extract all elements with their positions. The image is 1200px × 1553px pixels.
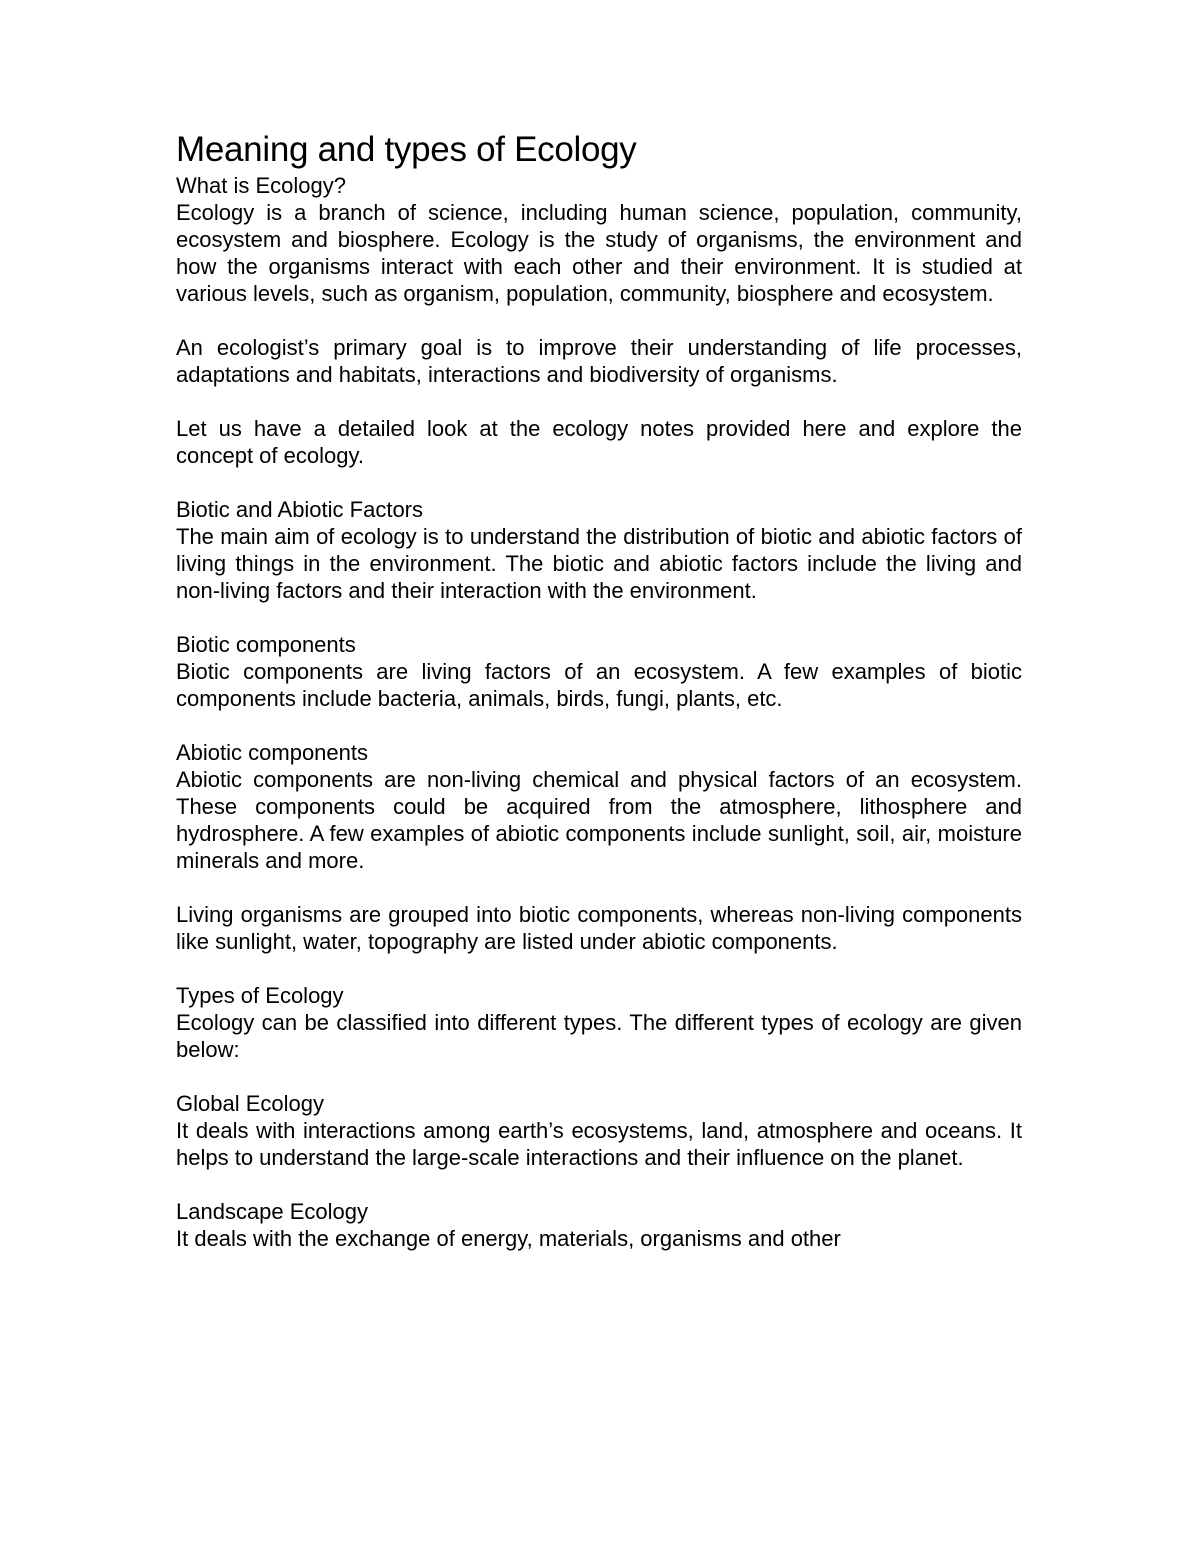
document-page — [176, 128, 1022, 1252]
section-biotic-components — [176, 631, 1022, 712]
paragraph: Living organisms are grouped into biotic components, whereas non-living components like sunlight, water, topography are listed under abiotic components. — [176, 902, 1022, 954]
section-what-is-ecology — [176, 172, 1022, 469]
section-landscape-ecology — [176, 1198, 1022, 1252]
section-global-ecology — [176, 1090, 1022, 1171]
section-biotic-abiotic-factors — [176, 496, 1022, 604]
paragraph: Biotic components are living factors of an ecosystem. A few examples of biotic components include bacteria, animals, birds, fungi, plants, etc. — [176, 659, 1022, 711]
section-heading: Types of Ecology — [176, 983, 344, 1008]
paragraph: Let us have a detailed look at the ecology notes provided here and explore the concept of ecology. — [176, 416, 1022, 468]
paragraph: An ecologist’s primary goal is to improve their understanding of life processes, adaptations and habitats, interactions and biodiversity of organisms. — [176, 335, 1022, 387]
section-abiotic-components — [176, 739, 1022, 955]
section-heading: Biotic components — [176, 632, 356, 657]
section-heading: What is Ecology? — [176, 173, 346, 198]
section-heading: Landscape Ecology — [176, 1199, 369, 1224]
paragraph: The main aim of ecology is to understand the distribution of biotic and abiotic factors of living things in the environment. The biotic and abiotic factors include the living and non-living factors and their interaction with the environment. — [176, 524, 1022, 603]
section-heading: Abiotic components — [176, 740, 368, 765]
section-heading: Global Ecology — [176, 1091, 324, 1116]
paragraph: Ecology is a branch of science, including human science, population, community, ecosystem and biosphere. Ecology is the study of organisms, the environment and how the organisms interact with each other and their environment. It is studied at various levels, such as organism, population, community, biosphere and ecosystem. — [176, 200, 1022, 306]
paragraph: Ecology can be classified into different types. The different types of ecology are given below: — [176, 1010, 1022, 1062]
paragraph: It deals with the exchange of energy, materials, organisms and other — [176, 1226, 841, 1251]
paragraph: It deals with interactions among earth’s ecosystems, land, atmosphere and oceans. It helps to understand the large-scale interactions and their influence on the planet. — [176, 1118, 1022, 1170]
paragraph: Abiotic components are non-living chemical and physical factors of an ecosystem. These components could be acquired from the atmosphere, lithosphere and hydrosphere. A few examples of abiotic components include sunlight, soil, air, moisture minerals and more. — [176, 767, 1022, 873]
document-title: Meaning and types of Ecology — [176, 130, 637, 169]
section-types-of-ecology — [176, 982, 1022, 1063]
section-heading: Biotic and Abiotic Factors — [176, 497, 424, 522]
